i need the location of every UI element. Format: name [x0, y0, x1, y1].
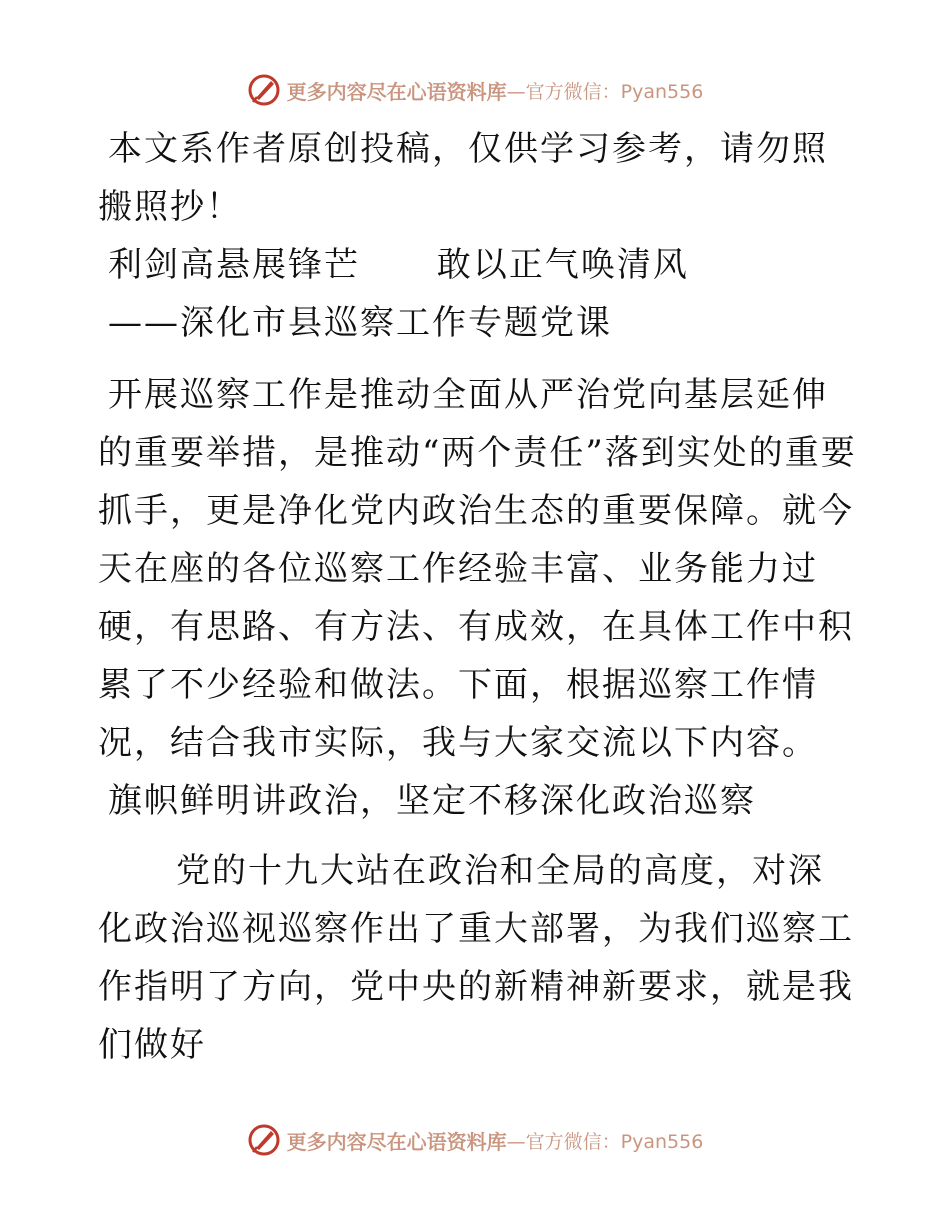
watermark-text: 更多内容尽在心语资料库: [286, 1129, 507, 1154]
watermark-contact: —官方微信：Pyan556: [506, 1130, 704, 1153]
quill-logo-icon: [247, 73, 281, 107]
document-title: 利剑高悬展锋芒 敢以正气唤清风: [108, 245, 689, 285]
section-body-paragraph: 党的十九大站在政治和全局的高度，对深化政治巡视巡察作出了重大部署，为我们巡察工作指明了方向，党中央的新精神新要求，就是我们做好: [98, 851, 854, 1065]
header-watermark: [0, 70, 950, 110]
disclaimer-paragraph: 本文系作者原创投稿，仅供学习参考，请勿照搬照抄！: [98, 129, 828, 227]
document-body: [98, 120, 858, 1074]
footer-watermark: [0, 1120, 950, 1160]
section-heading: 旗帜鲜明讲政治，坚定不移深化政治巡察: [108, 781, 756, 821]
watermark-contact: —官方微信：Pyan556: [506, 80, 704, 103]
intro-paragraph: 开展巡察工作是推动全面从严治党向基层延伸的重要举措，是推动“两个责任”落到实处的重要抓手，更是净化党内政治生态的重要保障。就今天在座的各位巡察工作经验丰富、业务能力过硬，有思路、有方法、有成效，在具体工作中积累了不少经验和做法。下面，根据巡察工作情况，结合我市实际，我与大家交流以下内容。: [98, 375, 857, 763]
watermark-text: 更多内容尽在心语资料库: [286, 79, 507, 104]
quill-logo-icon: [247, 1123, 281, 1157]
document-subtitle: ——深化市县巡察工作专题党课: [108, 303, 612, 343]
